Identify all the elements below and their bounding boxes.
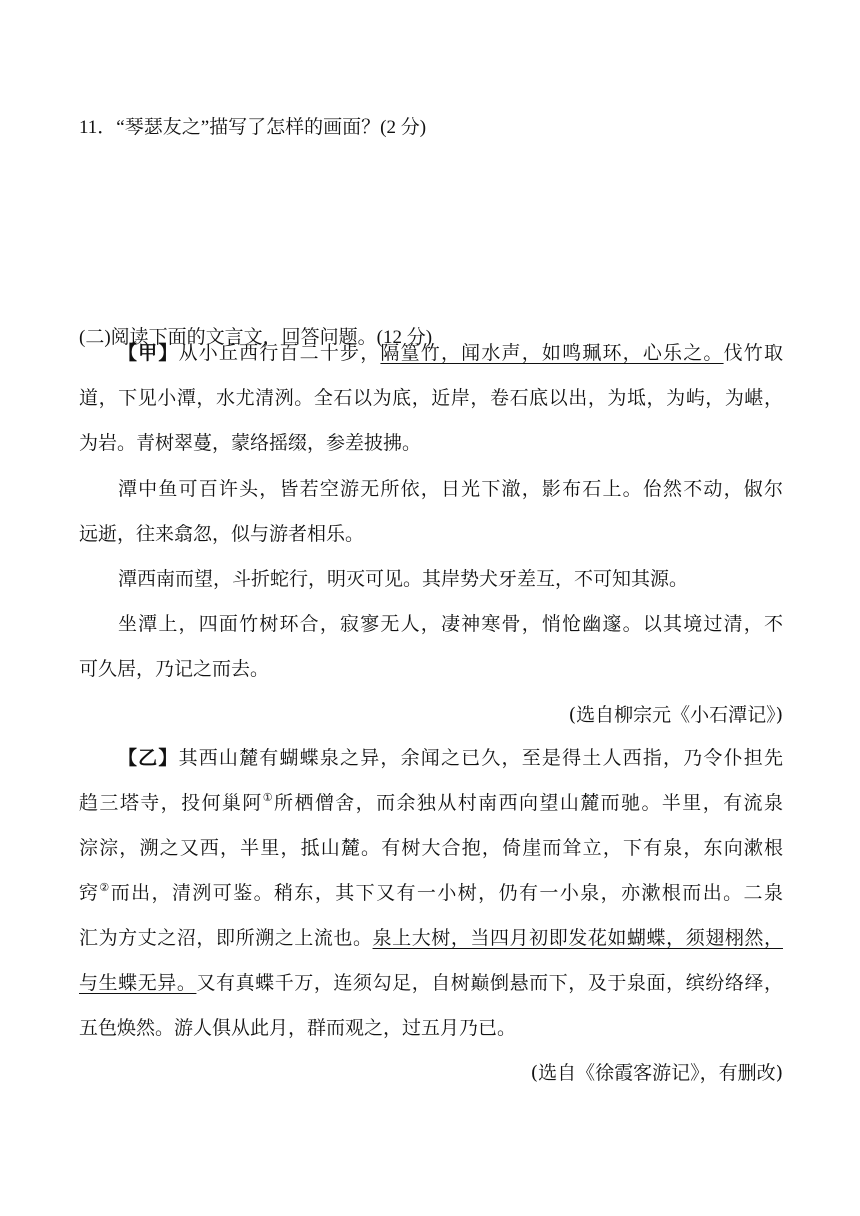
- jia-paragraph-2-line-2: 远逝，往来翕忽，似与游者相乐。: [79, 523, 365, 545]
- jia-text: 伐竹取: [723, 342, 783, 364]
- question-number: 11．: [79, 117, 117, 138]
- yi-text: 其西山麓有蝴蝶泉之异，余闻之已久，至是得土人西指，乃令仆担先: [178, 747, 783, 769]
- yi-underlined-sentence: 与生蝶无异。: [79, 972, 197, 994]
- jia-source: (选自柳宗元《小石潭记》): [568, 704, 783, 726]
- yi-line-7: 五色焕然。游人俱从此月，群而观之，过五月乃已。: [79, 1017, 517, 1039]
- jia-underlined-sentence: 隔篁竹，闻水声，如鸣珮环，心乐之。: [380, 342, 724, 364]
- jia-paragraph-1-line-1: [118, 341, 783, 365]
- footnote-marker-1: ①: [262, 791, 275, 804]
- jia-marker: 【甲】: [118, 342, 179, 364]
- jia-text: 从小丘西行百二十步，: [178, 342, 381, 364]
- question-11: [79, 116, 783, 140]
- yi-line-6: [79, 971, 783, 995]
- yi-text: 而出，清洌可鉴。稍东，其下又有一小树，仍有一小泉，亦漱根而出。二泉: [110, 882, 783, 904]
- yi-text: 所栖僧舍，而余独从村南西向望山麓而驰。半里，有流泉: [274, 792, 783, 814]
- question-text: “琴瑟友之”描写了怎样的画面？(2 分): [116, 117, 427, 138]
- yi-line-1: [118, 746, 783, 770]
- jia-paragraph-2-line-1: 潭中鱼可百许头，皆若空游无所依，日光下澈，影布石上。佁然不动，俶尔: [118, 478, 783, 500]
- yi-line-5: [79, 926, 783, 950]
- jia-paragraph-4-line-1: 坐潭上，四面竹树环合，寂寥无人，凄神寒骨，悄怆幽邃。以其境过清，不: [118, 613, 783, 635]
- yi-line-2: [79, 791, 783, 815]
- yi-marker: 【乙】: [118, 747, 179, 769]
- yi-text: 又有真蝶千万，连须勾足，自树巅倒悬而下，及于泉面，缤纷络绎，: [196, 972, 783, 994]
- yi-text: 趋三塔寺，投何巢阿: [79, 792, 263, 814]
- yi-line-4: [79, 881, 783, 905]
- yi-text: 窍: [79, 882, 100, 904]
- yi-text: 汇为方丈之沼，即所溯之上流也。: [79, 927, 373, 949]
- jia-paragraph-4-line-2: 可久居，乃记之而去。: [79, 658, 270, 680]
- yi-underlined-sentence: 泉上大树，当四月初即发花如蝴蝶，须翅栩然，: [372, 927, 783, 949]
- yi-source: (选自《徐霞客游记》，有删改): [530, 1062, 783, 1084]
- yi-line-3: 淙淙，溯之又西，半里，抵山麓。有树大合抱，倚崖而耸立，下有泉，东向漱根: [79, 837, 783, 859]
- jia-paragraph-1-line-2: 道，下见小潭，水尤清洌。全石以为底，近岸，卷石底以出，为坻，为屿，为嵁，: [79, 387, 783, 409]
- section-heading: (二)阅读下面的文言文，回答问题。(12 分): [79, 327, 433, 348]
- jia-paragraph-3-line-1: 潭西南而望，斗折蛇行，明灭可见。其岸势犬牙差互，不可知其源。: [118, 568, 689, 590]
- jia-paragraph-1-line-3: 为岩。青树翠蔓，蒙络摇缀，参差披拂。: [79, 432, 422, 454]
- footnote-marker-2: ②: [99, 881, 111, 894]
